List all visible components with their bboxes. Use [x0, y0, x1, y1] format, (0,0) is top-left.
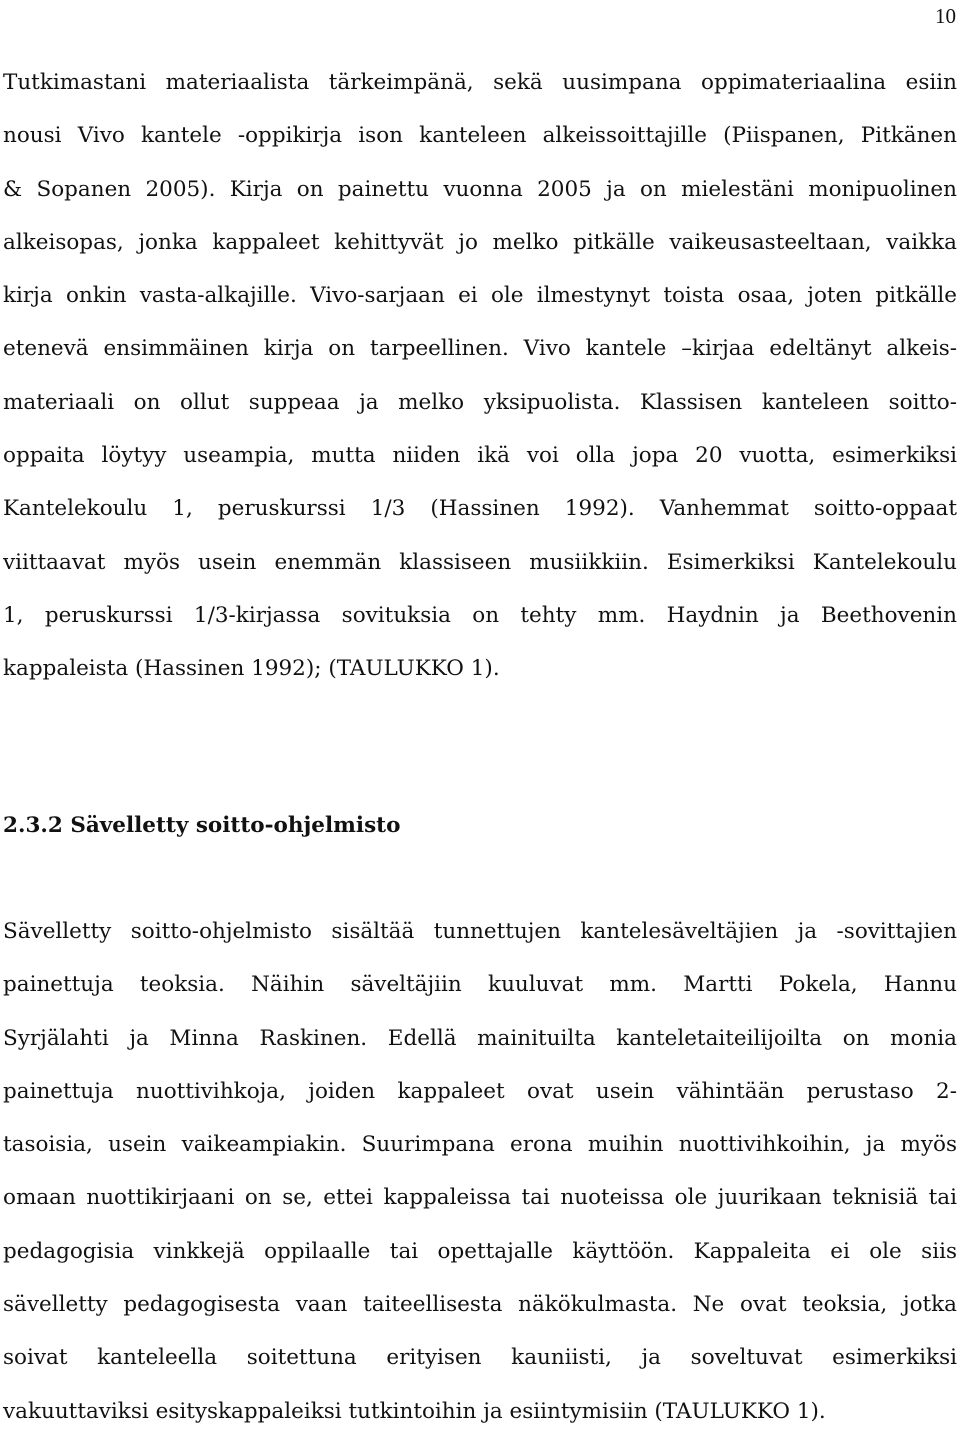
text-line: Sävelletty soitto-ohjelmisto sisältää tunnettujen kantelesäveltäjien ja -sovittajien: [3, 919, 957, 944]
text-line: sävelletty pedagogisesta vaan taiteellisesta näkökulmasta. Ne ovat teoksia, jotka: [3, 1292, 957, 1318]
text-line: painettuja nuottivihkoja, joiden kappaleet ovat usein vähintään perustaso 2-: [3, 1078, 957, 1104]
text-line: painettuja teoksia. Näihin säveltäjiin kuuluvat mm. Martti Pokela, Hannu: [3, 972, 957, 998]
text-line: kirja onkin vasta-alkajille. Vivo-sarjaan ei ole ilmestynyt toista osaa, joten pitkälle: [3, 283, 957, 309]
text-line: oppaita löytyy useampia, mutta niiden ikä voi olla jopa 20 vuotta, esimerkiksi: [3, 443, 957, 469]
text-line: omaan nuottikirjaani on se, ettei kappaleissa tai nuoteissa ole juurikaan teknisiä tai: [3, 1185, 957, 1211]
page-number: 10: [935, 4, 956, 28]
section-heading: 2.3.2 Sävelletty soitto-ohjelmisto: [3, 813, 401, 838]
text-line: 1, peruskurssi 1/3-kirjassa sovituksia on tehty mm. Haydnin ja Beethovenin: [3, 602, 957, 628]
text-line: pedagogisia vinkkejä oppilaalle tai opettajalle käyttöön. Kappaleita ei ole siis: [3, 1238, 957, 1264]
text-line: Tutkimastani materiaalista tärkeimpänä, sekä uusimpana oppimateriaalina esiin: [3, 70, 957, 95]
text-line: Kantelekoulu 1, peruskurssi 1/3 (Hassinen 1992). Vanhemmat soitto-oppaat: [3, 496, 957, 522]
body-paragraph-2: [3, 905, 957, 1438]
text-line: soivat kanteleella soitettuna erityisen kauniisti, ja soveltuvat esimerkiksi: [3, 1345, 957, 1371]
text-line: vakuuttaviksi esityskappaleiksi tutkintoihin ja esiintymisiin (TAULUKKO 1).: [3, 1398, 826, 1424]
text-line: viittaavat myös usein enemmän klassiseen musiikkiin. Esimerkiksi Kantelekoulu: [3, 549, 957, 575]
text-line: & Sopanen 2005). Kirja on painettu vuonna 2005 ja on mielestäni monipuolinen: [3, 176, 957, 202]
text-line: nousi Vivo kantele -oppikirja ison kanteleen alkeissoittajille (Piispanen, Pitkänen: [3, 123, 957, 149]
text-line: materiaali on ollut suppeaa ja melko yksipuolista. Klassisen kanteleen soitto-: [3, 389, 957, 415]
text-line: kappaleista (Hassinen 1992); (TAULUKKO 1).: [3, 656, 500, 682]
body-paragraph-1: [3, 56, 957, 696]
text-line: alkeisopas, jonka kappaleet kehittyvät jo melko pitkälle vaikeusasteeltaan, vaikka: [3, 229, 957, 255]
text-line: Syrjälahti ja Minna Raskinen. Edellä mainituilta kanteletaiteilijoilta on monia: [3, 1025, 957, 1051]
text-line: etenevä ensimmäinen kirja on tarpeellinen. Vivo kantele –kirjaa edeltänyt alkeis-: [3, 336, 957, 362]
text-line: tasoisia, usein vaikeampiakin. Suurimpana erona muihin nuottivihkoihin, ja myös: [3, 1132, 957, 1158]
